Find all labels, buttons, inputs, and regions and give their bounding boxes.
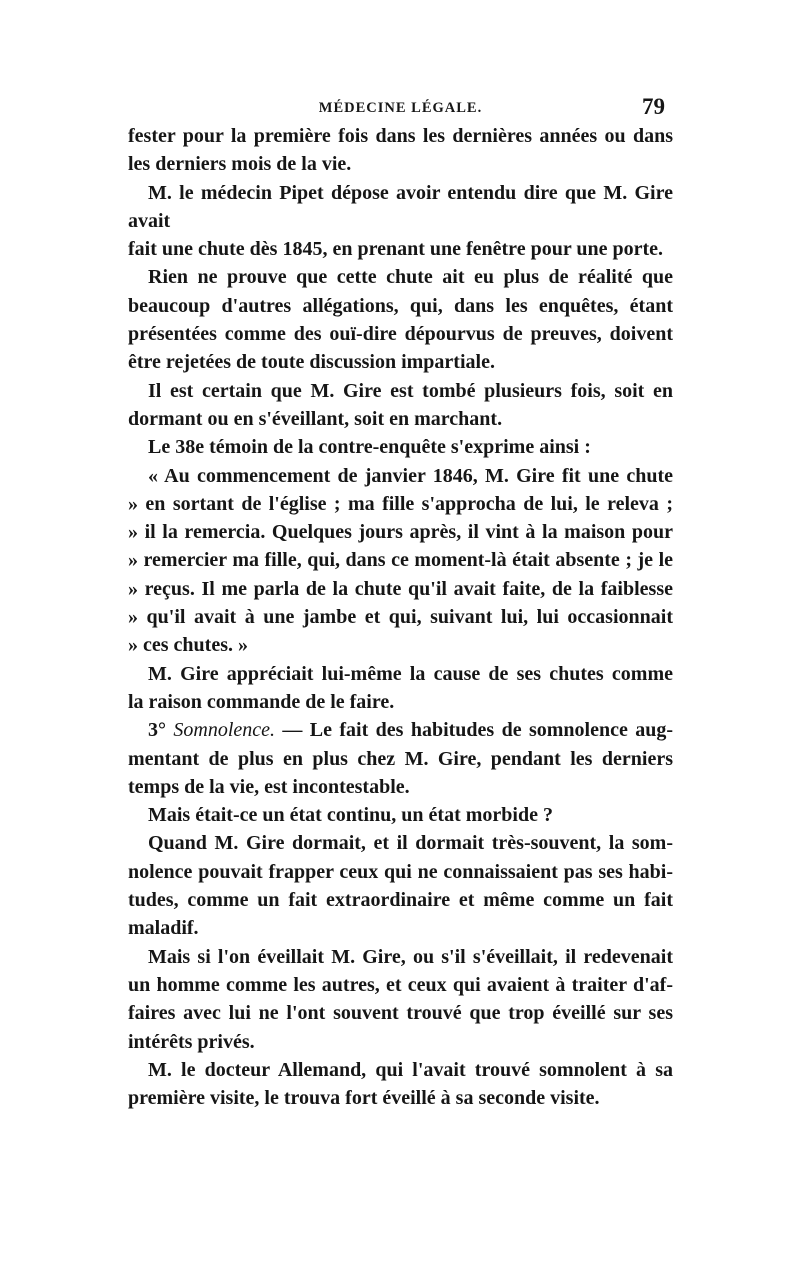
running-header [128, 94, 673, 122]
text-line: présentées comme des ouï-dire dépourvus de preuves, doivent [128, 323, 673, 346]
text-line: maladif. [128, 917, 199, 940]
text-line: intérêts privés. [128, 1030, 255, 1053]
text-line: un homme comme les autres, et ceux qui avaient à traiter d'af- [128, 973, 673, 996]
text-line: fester pour la première fois dans les dernières années ou dans [128, 125, 673, 147]
section-heading: Somnolence. [173, 719, 276, 742]
quote-line: » ces chutes. » [128, 634, 248, 657]
quote-line: » remercier ma fille, qui, dans ce moment-là était absente ; je le [128, 549, 673, 572]
book-page [128, 94, 673, 1112]
text-line: beaucoup d'autres allégations, qui, dans les enquêtes, étant [128, 294, 673, 317]
quote-line: « Au commencement de janvier 1846, M. Gire fit une chute [148, 464, 673, 487]
text-line: première visite, le trouva fort éveillé à sa seconde visite. [128, 1087, 600, 1110]
text-line: Le 38e témoin de la contre-enquête s'exprime ainsi : [148, 436, 591, 459]
body-text [128, 122, 673, 1112]
text-line: dormant ou en s'éveillant, soit en marchant. [128, 407, 503, 430]
text-line: mentant de plus en plus chez M. Gire, pendant les derniers [128, 747, 673, 770]
text-line: les derniers mois de la vie. [128, 153, 352, 176]
page-number: 79 [642, 94, 665, 119]
text-line: Rien ne prouve que cette chute ait eu plus de réalité que [148, 266, 673, 289]
quote-line: » il la remercia. Quelques jours après, il vint à la maison pour [128, 521, 673, 544]
text-line: la raison commande de le faire. [128, 690, 395, 713]
text-line: M. Gire appréciait lui-même la cause de ses chutes comme [148, 662, 673, 685]
text-line: Mais si l'on éveillait M. Gire, ou s'il s'éveillait, il redevenait [148, 945, 673, 968]
section-text: — Le fait des habitudes de somnolence aug- [275, 719, 674, 742]
text-line: M. le médecin Pipet dépose avoir entendu dire que M. Gire avait [128, 181, 673, 232]
text-line: M. le docteur Allemand, qui l'avait trouvé somnolent à sa [148, 1058, 673, 1081]
quote-line: » en sortant de l'église ; ma fille s'approcha de lui, le releva ; [128, 492, 673, 515]
text-line: nolence pouvait frapper ceux qui ne connaissaient pas ses habi- [128, 860, 673, 883]
text-line: fait une chute dès 1845, en prenant une fenêtre pour une porte. [128, 238, 663, 261]
text-line: Quand M. Gire dormait, et il dormait très-souvent, la som- [148, 832, 673, 855]
text-line [128, 716, 673, 744]
section-number: 3° [148, 719, 174, 742]
quote-line: » qu'il avait à une jambe et qui, suivant lui, lui occasionnait [128, 606, 673, 629]
quote-line: » reçus. Il me parla de la chute qu'il avait faite, de la faiblesse [128, 577, 673, 600]
text-line: temps de la vie, est incontestable. [128, 775, 410, 798]
text-line: faires avec lui ne l'ont souvent trouvé que trop éveillé sur ses [128, 1002, 673, 1025]
running-title: MÉDECINE LÉGALE. [318, 100, 483, 116]
text-line: Mais était-ce un état continu, un état morbide ? [148, 804, 553, 827]
text-line: tudes, comme un fait extraordinaire et même comme un fait [128, 889, 673, 912]
text-line: Il est certain que M. Gire est tombé plusieurs fois, soit en [148, 379, 673, 402]
text-line: être rejetées de toute discussion impartiale. [128, 351, 495, 374]
